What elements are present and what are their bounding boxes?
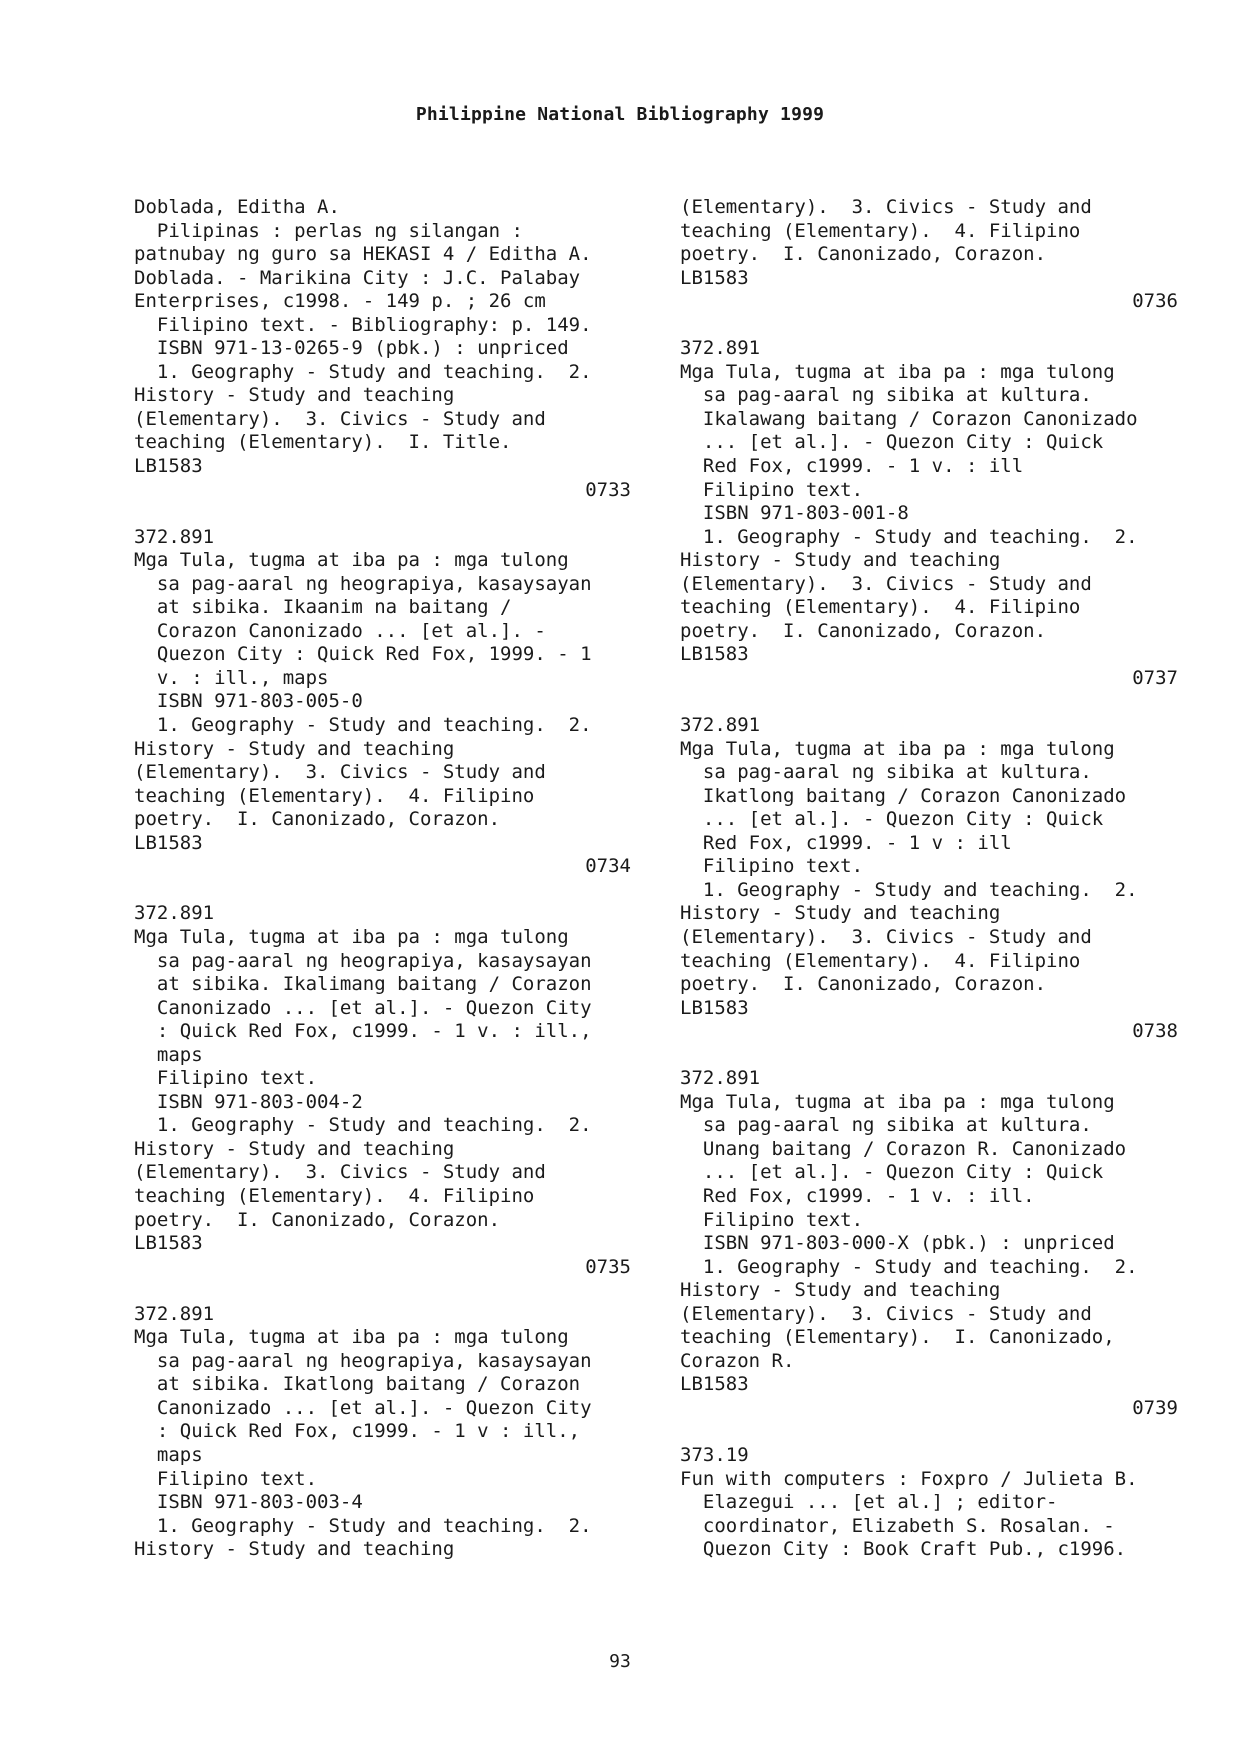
text-line: Filipino text. [134, 1467, 318, 1490]
text-line: ISBN 971-803-005-0 [134, 690, 363, 713]
text-line: 373.19 [680, 1443, 749, 1466]
text-line: sa pag-aaral ng sibika at kultura. [680, 761, 1092, 784]
text-line: 1. Geography - Study and teaching. 2. [134, 1514, 592, 1537]
text-line: teaching (Elementary). 4. Filipino [680, 219, 1081, 242]
text-line: Mga Tula, tugma at iba pa : mga tulong [134, 1326, 569, 1349]
text-line: Mga Tula, tugma at iba pa : mga tulong [134, 925, 569, 948]
text-line: teaching (Elementary). 4. Filipino [134, 784, 535, 807]
text-line: teaching (Elementary). 4. Filipino [680, 596, 1081, 619]
text-line: History - Study and teaching [134, 737, 455, 760]
text-line: ... [et al.]. - Quezon City : Quick [680, 431, 1104, 454]
text-line: Filipino text. [680, 1208, 864, 1231]
text-line: 372.891 [134, 1302, 215, 1325]
text-line: LB1583 [680, 643, 749, 666]
text-line: 372.891 [680, 714, 761, 737]
page-number: 93 [609, 1651, 631, 1672]
entry-number: 0739 [1132, 1396, 1178, 1419]
left-column [134, 196, 654, 1562]
text-line: teaching (Elementary). I. Canonizado, [680, 1326, 1115, 1349]
text-line: Ikatlong baitang / Corazon Canonizado [680, 784, 1127, 807]
text-line: ... [et al.]. - Quezon City : Quick [680, 1161, 1104, 1184]
text-line: Mga Tula, tugma at iba pa : mga tulong [680, 1090, 1115, 1113]
text-line: LB1583 [680, 266, 749, 289]
text-line: Red Fox, c1999. - 1 v : ill [680, 831, 1012, 854]
text-line: 372.891 [134, 525, 215, 548]
text-line: LB1583 [134, 455, 203, 478]
text-line: ISBN 971-803-000-X (pbk.) : unpriced [680, 1232, 1115, 1255]
text-line: Elazegui ... [et al.] ; editor- [680, 1491, 1058, 1514]
text-line: poetry. I. Canonizado, Corazon. [134, 1208, 501, 1231]
blank-line [680, 1420, 1200, 1444]
text-line: Pilipinas : perlas ng silangan : [134, 219, 523, 242]
text-line: (Elementary). 3. Civics - Study and [680, 572, 1092, 595]
text-line: Doblada, Editha A. [134, 196, 340, 218]
text-line: (Elementary). 3. Civics - Study and [134, 407, 546, 430]
text-line: History - Study and teaching [134, 384, 455, 407]
text-line: Fun with computers : Foxpro / Julieta B. [680, 1467, 1138, 1490]
text-line: sa pag-aaral ng heograpiya, kasaysayan [134, 1349, 592, 1372]
text-line: sa pag-aaral ng heograpiya, kasaysayan [134, 949, 592, 972]
text-line: 1. Geography - Study and teaching. 2. [134, 714, 592, 737]
text-line: (Elementary). 3. Civics - Study and [680, 925, 1092, 948]
text-line: : Quick Red Fox, c1999. - 1 v : ill., [134, 1420, 581, 1443]
text-line: 1. Geography - Study and teaching. 2. [680, 1255, 1138, 1278]
text-line: History - Study and teaching [134, 1538, 455, 1561]
text-line: Filipino text. - Bibliography: p. 149. [134, 313, 592, 336]
text-line: Quezon City : Book Craft Pub., c1996. [680, 1538, 1127, 1561]
blank-line [134, 1279, 654, 1303]
text-line: teaching (Elementary). 4. Filipino [134, 1184, 535, 1207]
text-line: LB1583 [680, 1373, 749, 1396]
text-line: LB1583 [134, 831, 203, 854]
text-line: teaching (Elementary). 4. Filipino [680, 949, 1081, 972]
text-line: Ikalawang baitang / Corazon Canonizado [680, 407, 1138, 430]
text-line: History - Study and teaching [680, 549, 1001, 572]
blank-line [680, 690, 1200, 714]
blank-line [680, 1044, 1200, 1068]
blank-line [134, 502, 654, 526]
text-line: sa pag-aaral ng sibika at kultura. [680, 384, 1092, 407]
text-line: ISBN 971-803-001-8 [680, 502, 909, 525]
text-line: Corazon R. [680, 1349, 795, 1372]
text-line: Red Fox, c1999. - 1 v. : ill. [680, 1184, 1035, 1207]
text-line: 1. Geography - Study and teaching. 2. [134, 1114, 592, 1137]
text-line: at sibika. Ikalimang baitang / Corazon [134, 973, 592, 996]
text-line: Filipino text. [680, 855, 864, 878]
text-line: poetry. I. Canonizado, Corazon. [134, 808, 501, 831]
right-column [680, 196, 1200, 1562]
text-line: poetry. I. Canonizado, Corazon. [680, 243, 1047, 266]
text-line: maps [134, 1443, 203, 1466]
blank-line [680, 314, 1200, 338]
text-line: (Elementary). 3. Civics - Study and [134, 1161, 546, 1184]
text-line: Quezon City : Quick Red Fox, 1999. - 1 [134, 643, 592, 666]
text-line: 1. Geography - Study and teaching. 2. [680, 525, 1138, 548]
text-line: 372.891 [680, 337, 761, 360]
text-line: 1. Geography - Study and teaching. 2. [134, 360, 592, 383]
text-line: Mga Tula, tugma at iba pa : mga tulong [134, 549, 569, 572]
text-line: Enterprises, c1998. - 149 p. ; 26 cm [134, 290, 546, 313]
text-line: Unang baitang / Corazon R. Canonizado [680, 1137, 1127, 1160]
text-line: ISBN 971-803-003-4 [134, 1491, 363, 1514]
entry-number: 0738 [1132, 1020, 1178, 1043]
text-line: teaching (Elementary). I. Title. [134, 431, 512, 454]
text-line: Canonizado ... [et al.]. - Quezon City [134, 1396, 592, 1419]
text-line: : Quick Red Fox, c1999. - 1 v. : ill., [134, 1020, 592, 1043]
entry-number: 0736 [1132, 290, 1178, 313]
text-line: coordinator, Elizabeth S. Rosalan. - [680, 1514, 1115, 1537]
text-line: poetry. I. Canonizado, Corazon. [680, 619, 1047, 642]
text-line: (Elementary). 3. Civics - Study and [680, 1302, 1092, 1325]
entry-number: 0735 [585, 1255, 631, 1278]
text-line: Canonizado ... [et al.]. - Quezon City [134, 996, 592, 1019]
text-line: Mga Tula, tugma at iba pa : mga tulong [680, 360, 1115, 383]
entry-number: 0737 [1132, 666, 1178, 689]
entry-number: 0733 [585, 478, 631, 501]
text-line: Red Fox, c1999. - 1 v. : ill [680, 455, 1024, 478]
text-line: Doblada. - Marikina City : J.C. Palabay [134, 266, 581, 289]
text-line: ISBN 971-13-0265-9 (pbk.) : unpriced [134, 337, 569, 360]
text-line: 372.891 [680, 1067, 761, 1090]
entry-number: 0734 [585, 855, 631, 878]
text-line: LB1583 [134, 1232, 203, 1255]
text-line: (Elementary). 3. Civics - Study and [134, 761, 546, 784]
blank-line [134, 879, 654, 903]
text-line: sa pag-aaral ng sibika at kultura. [680, 1114, 1092, 1137]
text-line: (Elementary). 3. Civics - Study and [680, 196, 1092, 218]
text-line: sa pag-aaral ng heograpiya, kasaysayan [134, 572, 592, 595]
text-line: at sibika. Ikatlong baitang / Corazon [134, 1373, 581, 1396]
text-line: patnubay ng guro sa HEKASI 4 / Editha A. [134, 243, 592, 266]
text-line: LB1583 [680, 996, 749, 1019]
text-line: maps [134, 1043, 203, 1066]
text-line: 1. Geography - Study and teaching. 2. [680, 878, 1138, 901]
text-line: History - Study and teaching [134, 1137, 455, 1160]
text-line: ISBN 971-803-004-2 [134, 1090, 363, 1113]
page-title: Philippine National Bibliography 1999 [415, 104, 825, 125]
text-line: Filipino text. [680, 478, 864, 501]
text-line: poetry. I. Canonizado, Corazon. [680, 973, 1047, 996]
text-line: ... [et al.]. - Quezon City : Quick [680, 808, 1104, 831]
text-line: Filipino text. [134, 1067, 318, 1090]
text-line: Corazon Canonizado ... [et al.]. - [134, 619, 546, 642]
text-line: Mga Tula, tugma at iba pa : mga tulong [680, 737, 1115, 760]
text-line: History - Study and teaching [680, 902, 1001, 925]
text-line: History - Study and teaching [680, 1279, 1001, 1302]
text-line: at sibika. Ikaanim na baitang / [134, 596, 512, 619]
text-line: v. : ill., maps [134, 666, 329, 689]
text-line: 372.891 [134, 902, 215, 925]
